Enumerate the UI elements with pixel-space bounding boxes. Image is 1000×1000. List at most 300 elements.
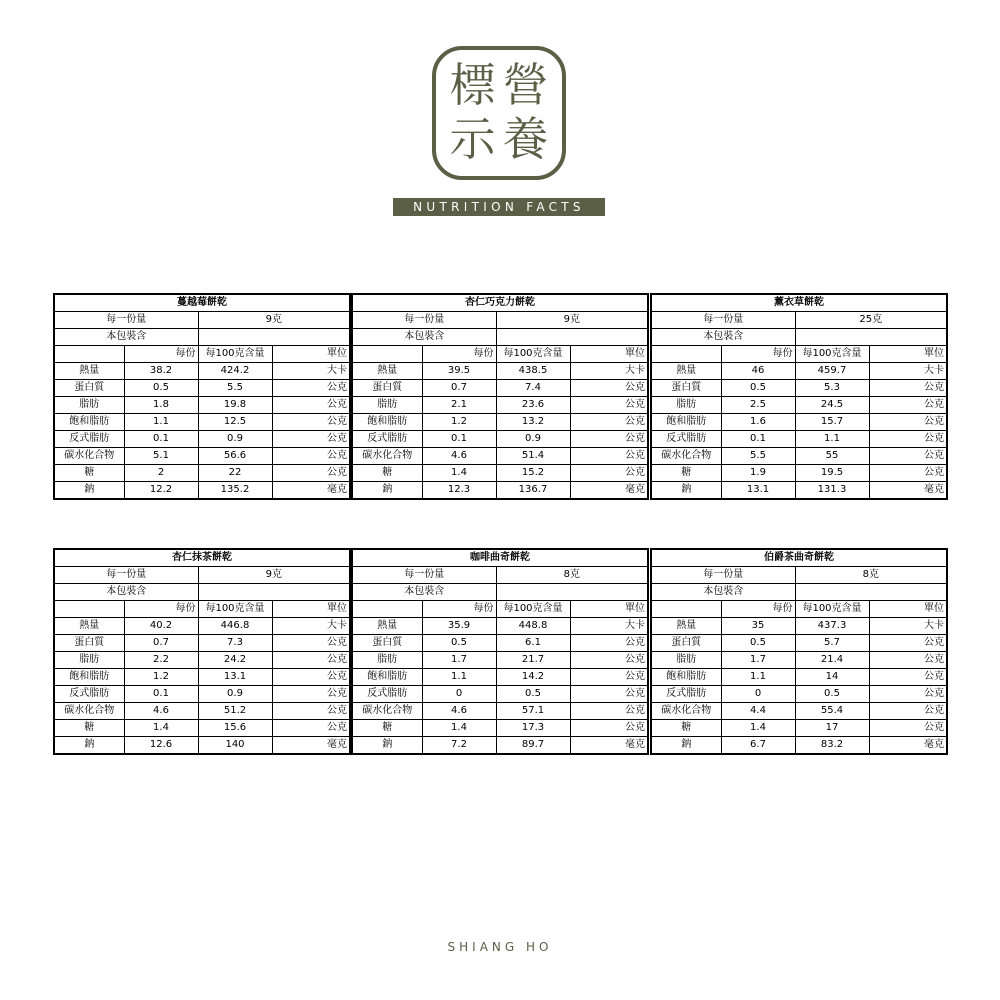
nutrient-label: 糖 xyxy=(352,720,422,737)
per-100g-value: 55.4 xyxy=(795,703,869,720)
header-unit: 單位 xyxy=(272,601,350,618)
nutrient-label: 碳水化合物 xyxy=(352,448,422,465)
nutrient-label: 反式脂肪 xyxy=(352,431,422,448)
package-count xyxy=(795,584,947,601)
nutrient-label: 蛋白質 xyxy=(651,380,721,397)
header-per-100g: 每100克含量 xyxy=(795,601,869,618)
header-per-serving: 每份 xyxy=(721,601,795,618)
per-serving-value: 40.2 xyxy=(124,618,198,635)
header-blank xyxy=(352,346,422,363)
unit-value: 公克 xyxy=(570,465,648,482)
per-100g-value: 7.4 xyxy=(496,380,570,397)
table-row xyxy=(651,482,947,500)
per-100g-value: 438.5 xyxy=(496,363,570,380)
product-name: 伯爵茶曲奇餅乾 xyxy=(651,549,947,567)
nutrient-label: 熱量 xyxy=(54,363,124,380)
table-row xyxy=(352,737,648,755)
table-row xyxy=(352,703,648,720)
serving-label: 每一份量 xyxy=(651,312,795,329)
nutrient-label: 碳水化合物 xyxy=(651,448,721,465)
logo-char: 標 xyxy=(449,58,496,112)
per-100g-value: 5.3 xyxy=(795,380,869,397)
unit-value: 公克 xyxy=(570,380,648,397)
table-row xyxy=(54,686,350,703)
table-row xyxy=(651,380,947,397)
table-row xyxy=(651,720,947,737)
table-row xyxy=(651,703,947,720)
unit-value: 毫克 xyxy=(869,482,947,500)
per-serving-value: 1.4 xyxy=(422,465,496,482)
nutrient-label: 反式脂肪 xyxy=(651,431,721,448)
unit-value: 公克 xyxy=(869,720,947,737)
unit-value: 公克 xyxy=(272,686,350,703)
unit-value: 公克 xyxy=(570,397,648,414)
product-name: 薰衣草餅乾 xyxy=(651,294,947,312)
table-row xyxy=(651,635,947,652)
per-100g-value: 131.3 xyxy=(795,482,869,500)
per-serving-value: 0 xyxy=(422,686,496,703)
header-per-100g: 每100克含量 xyxy=(795,346,869,363)
per-100g-value: 446.8 xyxy=(198,618,272,635)
header-unit: 單位 xyxy=(570,601,648,618)
header-blank xyxy=(54,601,124,618)
per-serving-value: 12.6 xyxy=(124,737,198,755)
per-100g-value: 21.4 xyxy=(795,652,869,669)
package-count xyxy=(496,329,648,346)
nutrient-label: 熱量 xyxy=(352,618,422,635)
package-count xyxy=(496,584,648,601)
nutrient-label: 碳水化合物 xyxy=(54,448,124,465)
table-row xyxy=(352,448,648,465)
unit-value: 大卡 xyxy=(869,363,947,380)
unit-value: 毫克 xyxy=(570,737,648,755)
unit-value: 大卡 xyxy=(869,618,947,635)
nutrition-table xyxy=(351,293,649,500)
per-100g-value: 13.1 xyxy=(198,669,272,686)
per-serving-value: 0.1 xyxy=(124,431,198,448)
header-blank xyxy=(651,601,721,618)
unit-value: 公克 xyxy=(570,414,648,431)
table-row xyxy=(352,465,648,482)
per-serving-value: 1.1 xyxy=(422,669,496,686)
per-100g-value: 0.9 xyxy=(198,686,272,703)
per-serving-value: 2.1 xyxy=(422,397,496,414)
per-100g-value: 14.2 xyxy=(496,669,570,686)
per-100g-value: 24.2 xyxy=(198,652,272,669)
per-serving-value: 4.6 xyxy=(422,703,496,720)
table-row xyxy=(352,431,648,448)
logo-char: 養 xyxy=(502,112,549,166)
per-100g-value: 7.3 xyxy=(198,635,272,652)
per-serving-value: 1.1 xyxy=(124,414,198,431)
per-100g-value: 5.5 xyxy=(198,380,272,397)
package-label: 本包裝含 xyxy=(651,329,795,346)
per-serving-value: 1.9 xyxy=(721,465,795,482)
nutrient-label: 碳水化合物 xyxy=(651,703,721,720)
nutrient-label: 反式脂肪 xyxy=(352,686,422,703)
table-row xyxy=(651,618,947,635)
per-serving-value: 0.1 xyxy=(124,686,198,703)
table-row xyxy=(352,635,648,652)
per-100g-value: 0.5 xyxy=(496,686,570,703)
nutrient-label: 熱量 xyxy=(352,363,422,380)
table-row xyxy=(352,397,648,414)
header-blank xyxy=(651,346,721,363)
table-row xyxy=(651,686,947,703)
serving-label: 每一份量 xyxy=(352,312,496,329)
unit-value: 公克 xyxy=(869,652,947,669)
header-per-serving: 每份 xyxy=(721,346,795,363)
per-serving-value: 46 xyxy=(721,363,795,380)
unit-value: 公克 xyxy=(869,635,947,652)
per-serving-value: 12.2 xyxy=(124,482,198,500)
nutrient-label: 碳水化合物 xyxy=(54,703,124,720)
unit-value: 公克 xyxy=(570,669,648,686)
serving-label: 每一份量 xyxy=(352,567,496,584)
unit-value: 大卡 xyxy=(570,363,648,380)
unit-value: 大卡 xyxy=(272,363,350,380)
header-blank xyxy=(352,601,422,618)
unit-value: 公克 xyxy=(570,448,648,465)
unit-value: 毫克 xyxy=(869,737,947,755)
nutrient-label: 鈉 xyxy=(352,482,422,500)
per-serving-value: 4.6 xyxy=(422,448,496,465)
nutrient-label: 反式脂肪 xyxy=(54,686,124,703)
table-row xyxy=(54,414,350,431)
unit-value: 公克 xyxy=(570,720,648,737)
unit-value: 公克 xyxy=(869,431,947,448)
unit-value: 公克 xyxy=(272,448,350,465)
per-serving-value: 5.1 xyxy=(124,448,198,465)
table-row xyxy=(54,482,350,500)
per-serving-value: 1.6 xyxy=(721,414,795,431)
table-row xyxy=(54,652,350,669)
unit-value: 毫克 xyxy=(570,482,648,500)
per-100g-value: 1.1 xyxy=(795,431,869,448)
unit-value: 公克 xyxy=(869,448,947,465)
nutrient-label: 鈉 xyxy=(651,737,721,755)
header-per-serving: 每份 xyxy=(422,346,496,363)
unit-value: 公克 xyxy=(272,703,350,720)
per-serving-value: 2.2 xyxy=(124,652,198,669)
per-serving-value: 1.1 xyxy=(721,669,795,686)
per-100g-value: 24.5 xyxy=(795,397,869,414)
header-unit: 單位 xyxy=(869,601,947,618)
per-100g-value: 51.4 xyxy=(496,448,570,465)
nutrient-label: 鈉 xyxy=(651,482,721,500)
unit-value: 毫克 xyxy=(272,737,350,755)
per-100g-value: 424.2 xyxy=(198,363,272,380)
table-row xyxy=(352,652,648,669)
unit-value: 公克 xyxy=(570,635,648,652)
header-per-100g: 每100克含量 xyxy=(496,601,570,618)
per-serving-value: 0.7 xyxy=(422,380,496,397)
unit-value: 公克 xyxy=(272,397,350,414)
product-name: 咖啡曲奇餅乾 xyxy=(352,549,648,567)
per-100g-value: 437.3 xyxy=(795,618,869,635)
nutrient-label: 熱量 xyxy=(651,618,721,635)
unit-value: 大卡 xyxy=(272,618,350,635)
nutrient-label: 熱量 xyxy=(54,618,124,635)
per-100g-value: 89.7 xyxy=(496,737,570,755)
nutrient-label: 脂肪 xyxy=(54,397,124,414)
per-100g-value: 83.2 xyxy=(795,737,869,755)
table-row xyxy=(54,669,350,686)
table-row xyxy=(352,363,648,380)
unit-value: 毫克 xyxy=(272,482,350,500)
table-row xyxy=(651,431,947,448)
per-serving-value: 13.1 xyxy=(721,482,795,500)
per-serving-value: 1.7 xyxy=(422,652,496,669)
unit-value: 公克 xyxy=(869,414,947,431)
header-unit: 單位 xyxy=(869,346,947,363)
per-100g-value: 15.7 xyxy=(795,414,869,431)
table-row xyxy=(54,703,350,720)
serving-label: 每一份量 xyxy=(651,567,795,584)
unit-value: 公克 xyxy=(570,431,648,448)
serving-size: 9克 xyxy=(198,567,350,584)
header-blank xyxy=(54,346,124,363)
table-row xyxy=(352,618,648,635)
header-per-100g: 每100克含量 xyxy=(198,346,272,363)
per-serving-value: 0.1 xyxy=(721,431,795,448)
nutrient-label: 蛋白質 xyxy=(651,635,721,652)
per-serving-value: 1.4 xyxy=(721,720,795,737)
package-label: 本包裝含 xyxy=(54,584,198,601)
per-serving-value: 1.7 xyxy=(721,652,795,669)
nutrient-label: 碳水化合物 xyxy=(352,703,422,720)
serving-size: 8克 xyxy=(795,567,947,584)
per-100g-value: 51.2 xyxy=(198,703,272,720)
package-label: 本包裝含 xyxy=(651,584,795,601)
nutrient-label: 脂肪 xyxy=(651,397,721,414)
per-100g-value: 15.6 xyxy=(198,720,272,737)
per-100g-value: 448.8 xyxy=(496,618,570,635)
per-100g-value: 459.7 xyxy=(795,363,869,380)
table-row xyxy=(54,397,350,414)
nutrient-label: 飽和脂肪 xyxy=(352,669,422,686)
per-serving-value: 1.4 xyxy=(124,720,198,737)
unit-value: 公克 xyxy=(869,686,947,703)
package-count xyxy=(198,584,350,601)
header-per-serving: 每份 xyxy=(422,601,496,618)
nutrition-table xyxy=(53,548,351,755)
nutrient-label: 蛋白質 xyxy=(352,635,422,652)
per-serving-value: 35.9 xyxy=(422,618,496,635)
per-100g-value: 21.7 xyxy=(496,652,570,669)
per-serving-value: 38.2 xyxy=(124,363,198,380)
table-row xyxy=(54,720,350,737)
product-name: 蔓越莓餅乾 xyxy=(54,294,350,312)
per-100g-value: 6.1 xyxy=(496,635,570,652)
serving-size: 9克 xyxy=(496,312,648,329)
table-row xyxy=(651,465,947,482)
per-100g-value: 0.5 xyxy=(795,686,869,703)
per-100g-value: 56.6 xyxy=(198,448,272,465)
nutrient-label: 熱量 xyxy=(651,363,721,380)
header-per-100g: 每100克含量 xyxy=(198,601,272,618)
per-100g-value: 17 xyxy=(795,720,869,737)
logo-char: 營 xyxy=(502,58,549,112)
nutrition-table xyxy=(351,548,649,755)
nutrient-label: 脂肪 xyxy=(352,652,422,669)
nutrient-label: 鈉 xyxy=(352,737,422,755)
per-100g-value: 19.8 xyxy=(198,397,272,414)
table-row xyxy=(54,431,350,448)
unit-value: 公克 xyxy=(272,380,350,397)
per-serving-value: 0.5 xyxy=(721,380,795,397)
per-100g-value: 135.2 xyxy=(198,482,272,500)
nutrient-label: 飽和脂肪 xyxy=(54,414,124,431)
table-row xyxy=(352,669,648,686)
per-serving-value: 0 xyxy=(721,686,795,703)
nutrition-table xyxy=(650,293,948,500)
unit-value: 公克 xyxy=(869,465,947,482)
unit-value: 公克 xyxy=(272,669,350,686)
package-count xyxy=(795,329,947,346)
package-count xyxy=(198,329,350,346)
unit-value: 公克 xyxy=(869,380,947,397)
per-serving-value: 0.7 xyxy=(124,635,198,652)
nutrient-label: 飽和脂肪 xyxy=(651,414,721,431)
product-name: 杏仁抹茶餅乾 xyxy=(54,549,350,567)
table-row xyxy=(54,737,350,755)
unit-value: 公克 xyxy=(869,703,947,720)
per-serving-value: 4.4 xyxy=(721,703,795,720)
table-row xyxy=(54,448,350,465)
per-serving-value: 5.5 xyxy=(721,448,795,465)
per-100g-value: 13.2 xyxy=(496,414,570,431)
nutrient-label: 飽和脂肪 xyxy=(54,669,124,686)
header-per-serving: 每份 xyxy=(124,601,198,618)
table-row xyxy=(54,363,350,380)
unit-value: 公克 xyxy=(272,414,350,431)
nutrient-label: 反式脂肪 xyxy=(651,686,721,703)
table-row xyxy=(352,720,648,737)
per-serving-value: 39.5 xyxy=(422,363,496,380)
per-serving-value: 0.5 xyxy=(124,380,198,397)
nutrient-label: 糖 xyxy=(54,720,124,737)
table-row xyxy=(651,652,947,669)
nutrient-label: 飽和脂肪 xyxy=(352,414,422,431)
product-name: 杏仁巧克力餅乾 xyxy=(352,294,648,312)
nutrient-label: 脂肪 xyxy=(352,397,422,414)
nutrient-label: 糖 xyxy=(651,720,721,737)
nutrient-label: 糖 xyxy=(352,465,422,482)
per-100g-value: 140 xyxy=(198,737,272,755)
per-100g-value: 15.2 xyxy=(496,465,570,482)
per-serving-value: 4.6 xyxy=(124,703,198,720)
nutrient-label: 脂肪 xyxy=(651,652,721,669)
serving-size: 9克 xyxy=(198,312,350,329)
table-row xyxy=(352,482,648,500)
per-100g-value: 17.3 xyxy=(496,720,570,737)
package-label: 本包裝含 xyxy=(352,584,496,601)
per-100g-value: 23.6 xyxy=(496,397,570,414)
per-serving-value: 0.1 xyxy=(422,431,496,448)
per-100g-value: 0.9 xyxy=(496,431,570,448)
per-serving-value: 12.3 xyxy=(422,482,496,500)
serving-size: 8克 xyxy=(496,567,648,584)
nutrient-label: 蛋白質 xyxy=(352,380,422,397)
unit-value: 公克 xyxy=(570,703,648,720)
table-row xyxy=(651,397,947,414)
header-unit: 單位 xyxy=(272,346,350,363)
per-serving-value: 1.2 xyxy=(124,669,198,686)
nutrient-label: 糖 xyxy=(651,465,721,482)
per-serving-value: 2 xyxy=(124,465,198,482)
header-per-100g: 每100克含量 xyxy=(496,346,570,363)
per-serving-value: 1.4 xyxy=(422,720,496,737)
nutrient-label: 鈉 xyxy=(54,482,124,500)
per-100g-value: 57.1 xyxy=(496,703,570,720)
per-serving-value: 2.5 xyxy=(721,397,795,414)
table-row xyxy=(54,380,350,397)
unit-value: 公克 xyxy=(272,635,350,652)
brand-logo xyxy=(432,46,566,180)
nutrient-label: 脂肪 xyxy=(54,652,124,669)
brand-footer: SHIANG HO xyxy=(447,940,553,954)
table-row xyxy=(352,414,648,431)
unit-value: 公克 xyxy=(570,652,648,669)
nutrient-label: 飽和脂肪 xyxy=(651,669,721,686)
per-serving-value: 7.2 xyxy=(422,737,496,755)
table-row xyxy=(54,635,350,652)
per-serving-value: 1.8 xyxy=(124,397,198,414)
per-100g-value: 55 xyxy=(795,448,869,465)
nutrient-label: 蛋白質 xyxy=(54,635,124,652)
table-row xyxy=(651,669,947,686)
per-100g-value: 0.9 xyxy=(198,431,272,448)
unit-value: 公克 xyxy=(272,652,350,669)
unit-value: 大卡 xyxy=(570,618,648,635)
per-serving-value: 0.5 xyxy=(721,635,795,652)
per-100g-value: 14 xyxy=(795,669,869,686)
unit-value: 公克 xyxy=(272,431,350,448)
nutrition-table xyxy=(53,293,351,500)
serving-size: 25克 xyxy=(795,312,947,329)
per-serving-value: 1.2 xyxy=(422,414,496,431)
nutrient-label: 反式脂肪 xyxy=(54,431,124,448)
table-row xyxy=(651,448,947,465)
nutrient-label: 鈉 xyxy=(54,737,124,755)
serving-label: 每一份量 xyxy=(54,312,198,329)
nutrition-facts-banner: NUTRITION FACTS xyxy=(393,198,605,216)
unit-value: 公克 xyxy=(272,720,350,737)
table-row xyxy=(651,414,947,431)
table-row xyxy=(54,618,350,635)
per-serving-value: 0.5 xyxy=(422,635,496,652)
table-row xyxy=(54,465,350,482)
nutrient-label: 糖 xyxy=(54,465,124,482)
per-serving-value: 6.7 xyxy=(721,737,795,755)
per-100g-value: 19.5 xyxy=(795,465,869,482)
table-row xyxy=(352,380,648,397)
package-label: 本包裝含 xyxy=(352,329,496,346)
unit-value: 公克 xyxy=(272,465,350,482)
header-per-serving: 每份 xyxy=(124,346,198,363)
unit-value: 公克 xyxy=(869,397,947,414)
per-100g-value: 22 xyxy=(198,465,272,482)
per-100g-value: 12.5 xyxy=(198,414,272,431)
per-100g-value: 5.7 xyxy=(795,635,869,652)
table-row xyxy=(352,686,648,703)
unit-value: 公克 xyxy=(869,669,947,686)
logo-char: 示 xyxy=(449,112,496,166)
serving-label: 每一份量 xyxy=(54,567,198,584)
table-row xyxy=(651,737,947,755)
per-serving-value: 35 xyxy=(721,618,795,635)
